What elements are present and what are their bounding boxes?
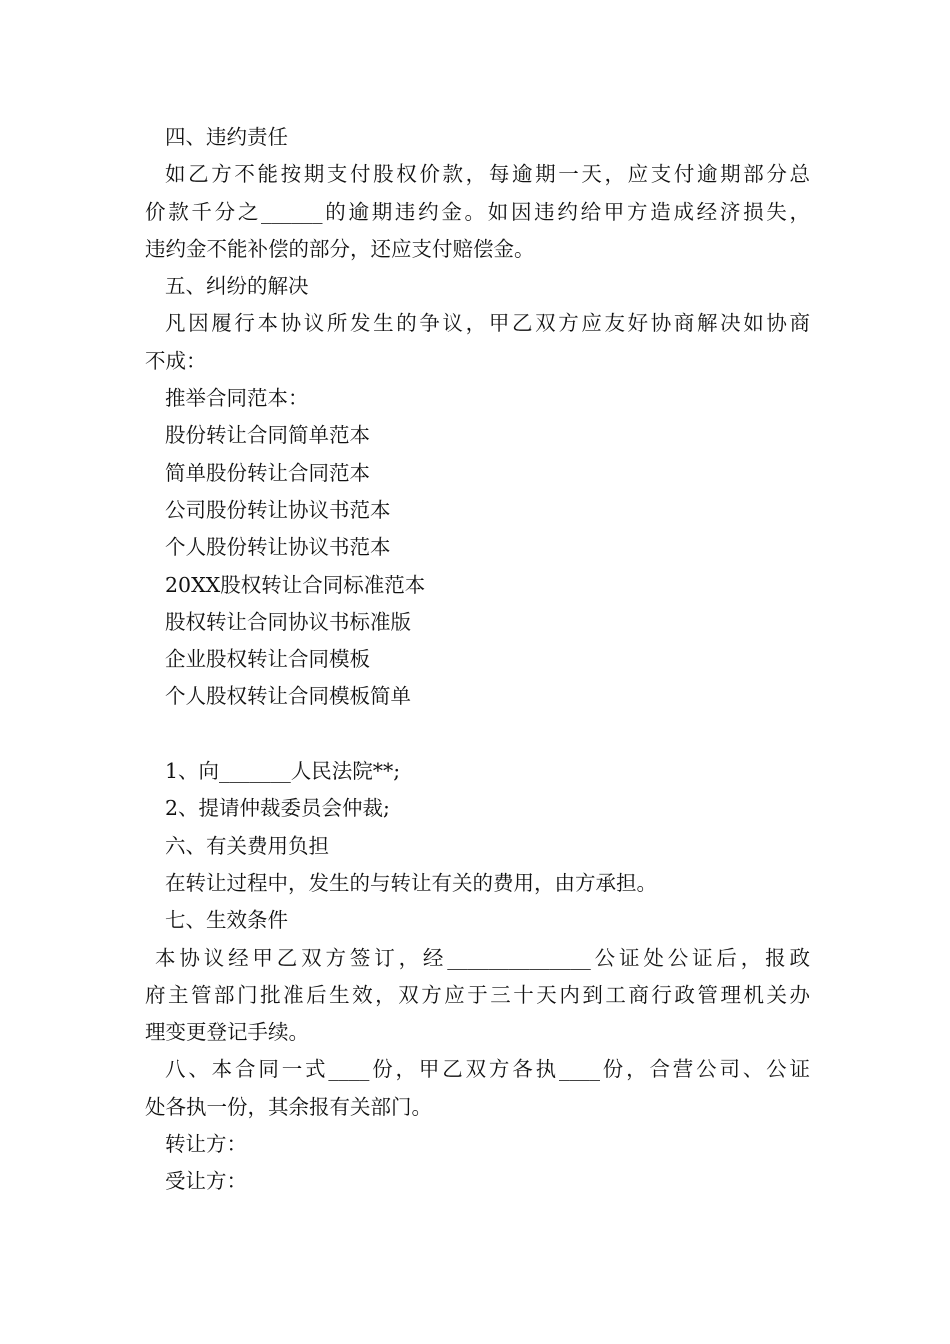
recommend-item: 股份转让合同简单范本 xyxy=(165,423,370,448)
section-5-text-line-1: 凡因履行本协议所发生的争议，甲乙双方应友好协商解决如协商 xyxy=(165,311,810,336)
section-7-heading: 七、生效条件 xyxy=(165,908,288,933)
section-7-text-line-2: 府主管部门批准后生效，双方应于三十天内到工商行政管理机关办 xyxy=(145,982,810,1007)
section-7-text-line-1: 本协议经甲乙双方签订，经______________公证处公证后，报政 xyxy=(155,945,810,970)
section-4-text-line-1: 如乙方不能按期支付股权价款，每逾期一天，应支付逾期部分总 xyxy=(165,162,810,187)
section-4-text-line-3: 违约金不能补偿的部分，还应支付赔偿金。 xyxy=(145,236,535,261)
transferee-signature-label: 受让方： xyxy=(165,1169,247,1194)
section-7-text-line-3: 理变更登记手续。 xyxy=(145,1020,309,1045)
transferor-signature-label: 转让方： xyxy=(165,1132,247,1157)
section-6-text: 在转让过程中，发生的与转让有关的费用，由方承担。 xyxy=(165,870,657,895)
dispute-option-1: 1、向_______人民法院**; xyxy=(165,759,401,784)
dispute-option-2: 2、提请仲裁委员会仲裁; xyxy=(165,796,390,821)
recommend-item: 企业股权转让合同模板 xyxy=(165,647,370,672)
blank-line xyxy=(145,716,810,753)
section-4-text-line-2: 价款千分之______的逾期违约金。如因违约给甲方造成经济损失， xyxy=(145,199,810,224)
document-body xyxy=(145,119,810,1201)
section-5-heading: 五、纠纷的解决 xyxy=(165,274,309,299)
recommend-item: 个人股份转让协议书范本 xyxy=(165,535,391,560)
section-4-heading: 四、违约责任 xyxy=(165,125,288,149)
recommend-item: 简单股份转让合同范本 xyxy=(165,460,370,485)
recommend-item: 20XX股权转让合同标准范本 xyxy=(165,572,426,597)
section-8-text-line-2: 处各执一份，其余报有关部门。 xyxy=(145,1094,432,1119)
recommend-item: 个人股权转让合同模板简单 xyxy=(165,684,411,709)
recommend-item: 股权转让合同协议书标准版 xyxy=(165,609,411,634)
section-8-text-line-1: 八、本合同一式____份，甲乙双方各执____份，合营公司、公证 xyxy=(165,1057,810,1082)
recommend-item: 公司股份转让协议书范本 xyxy=(165,497,391,522)
section-5-text-line-2: 不成： xyxy=(145,348,207,373)
section-6-heading: 六、有关费用负担 xyxy=(165,833,329,858)
recommend-title: 推举合同范本： xyxy=(165,386,309,411)
